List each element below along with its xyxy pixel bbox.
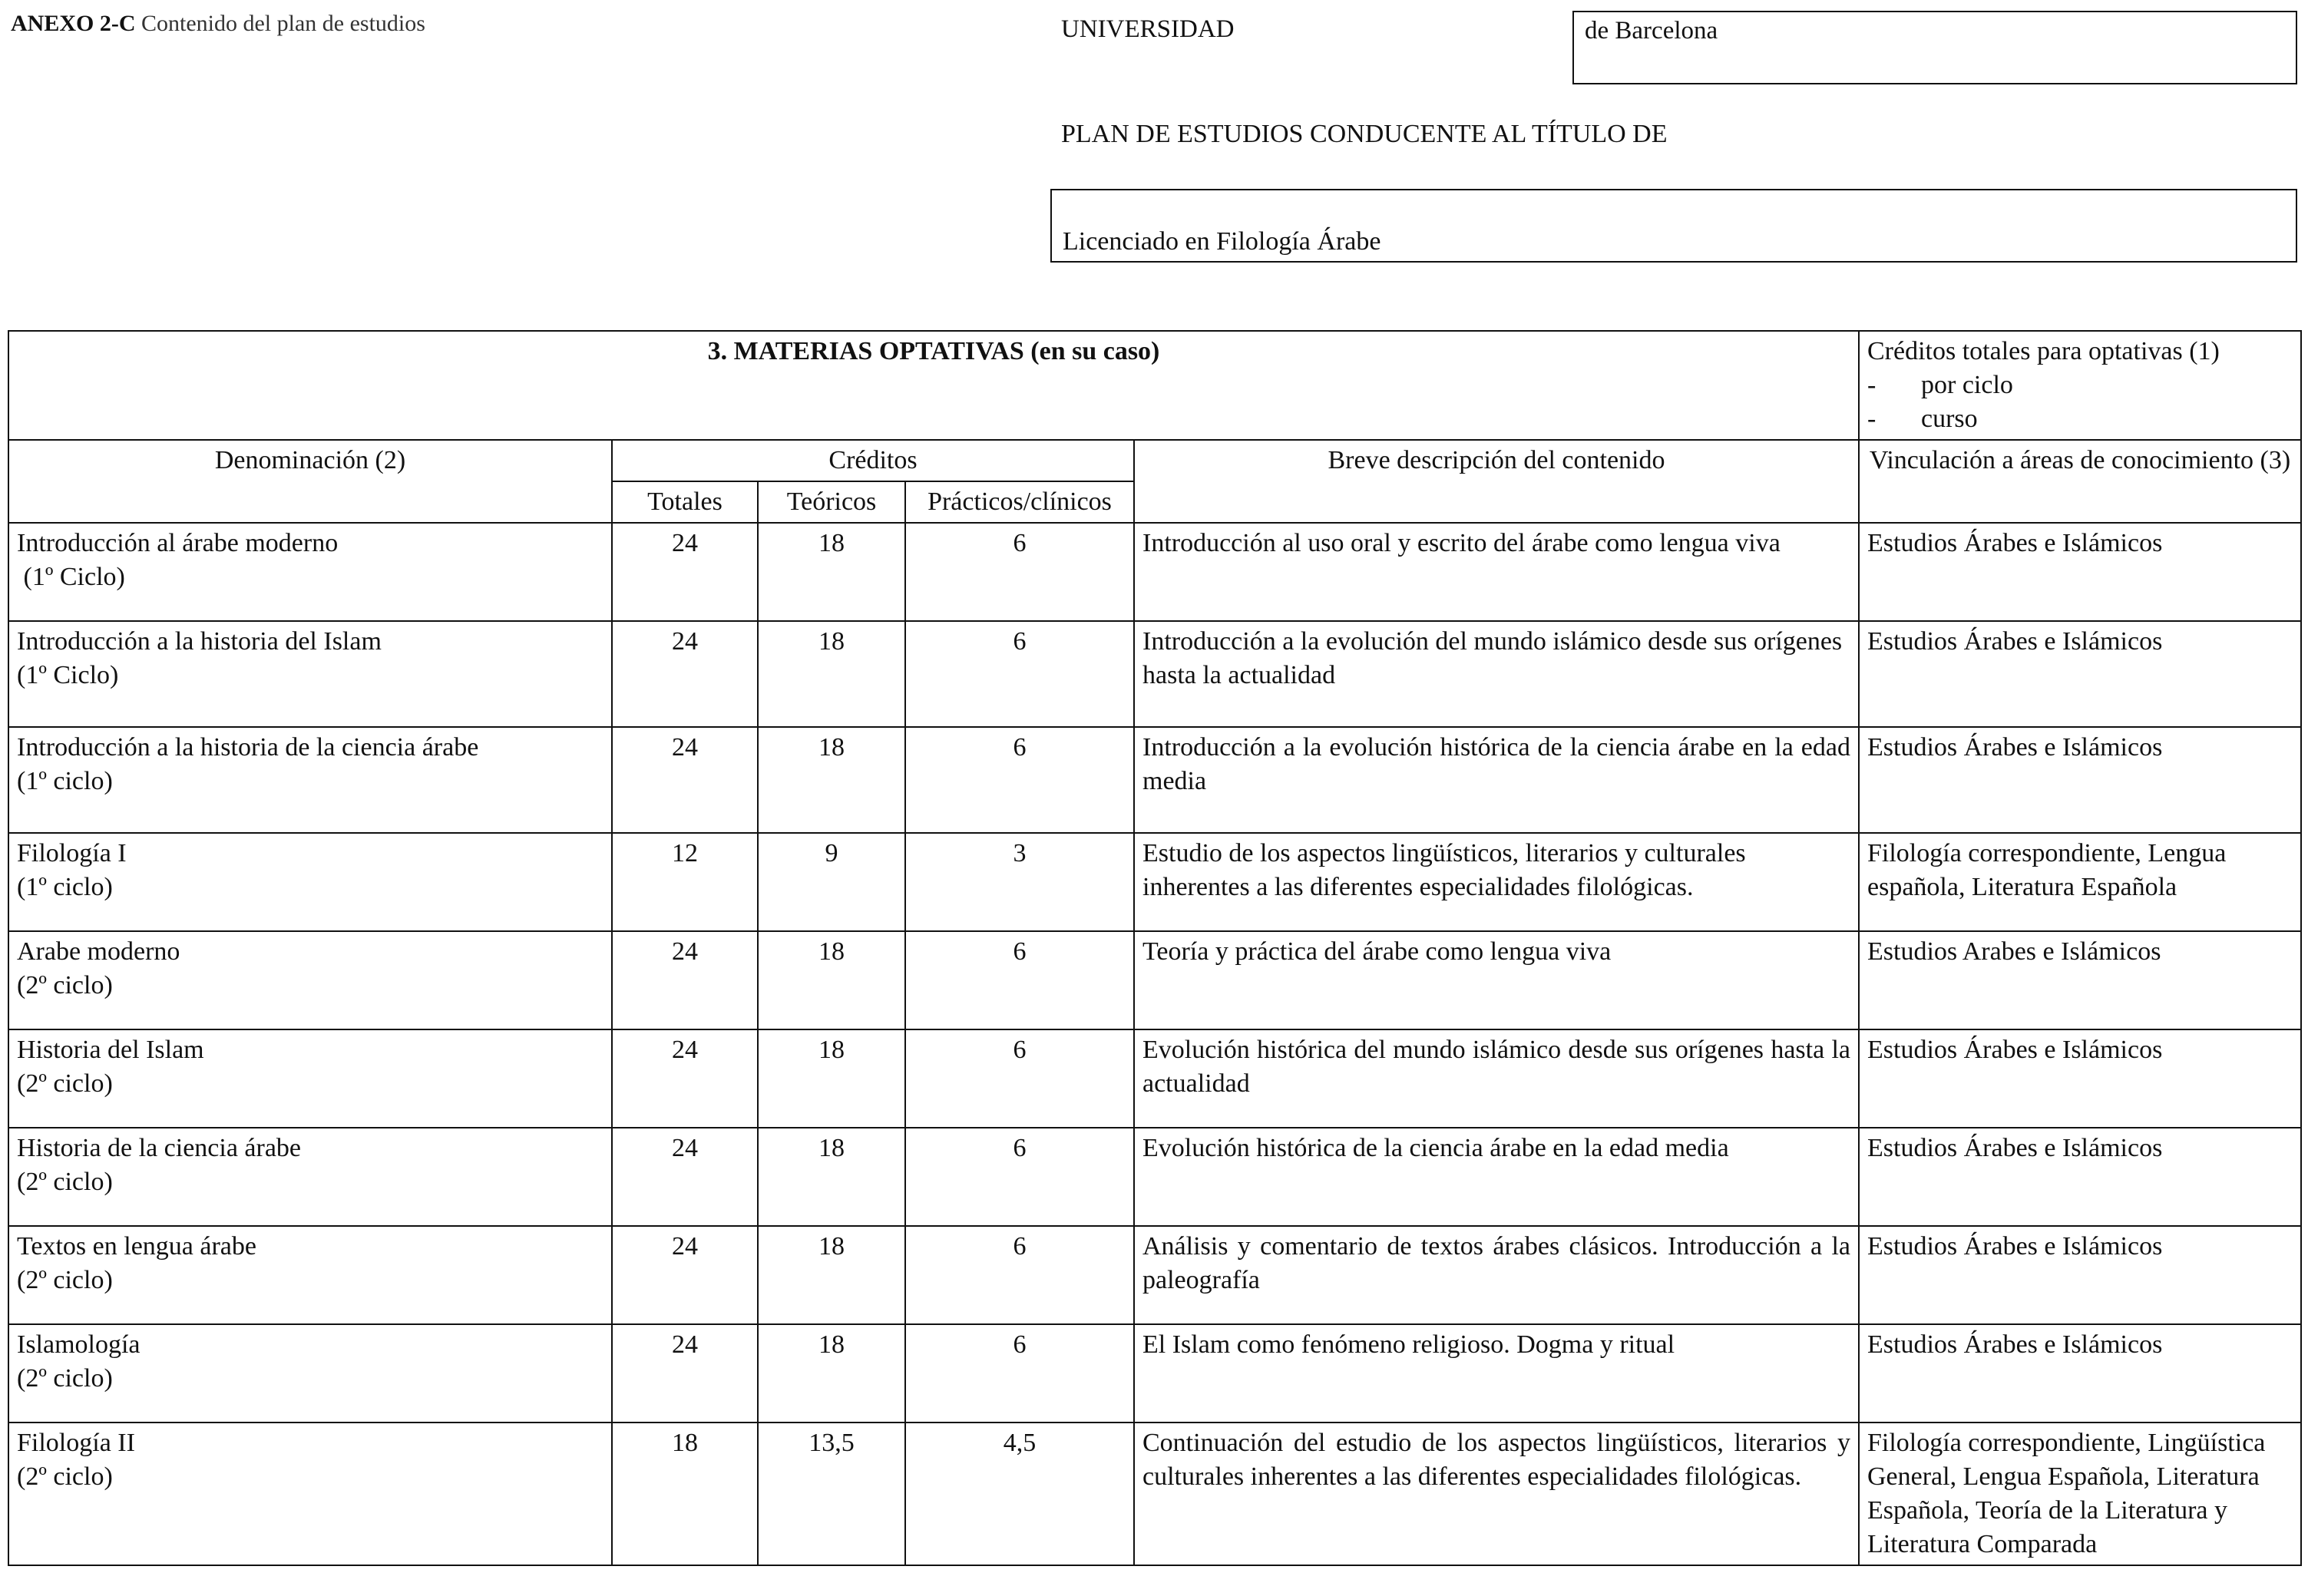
- subject-name: Historia de la ciencia árabe: [17, 1134, 302, 1162]
- subject-name: Introducción a la historia del Islam: [17, 627, 382, 656]
- subject-cycle: (2º ciclo): [17, 1364, 113, 1393]
- credits-practice: 4,5: [905, 1423, 1134, 1565]
- credits-total: 24: [612, 1128, 758, 1226]
- subject-cell: [8, 1324, 612, 1423]
- credits-practice: 3: [905, 833, 1134, 931]
- credits-options-list: [1867, 368, 2293, 436]
- credits-theory: 13,5: [758, 1423, 905, 1565]
- knowledge-area: Estudios Árabes e Islámicos: [1859, 1029, 2301, 1128]
- credits-practice: 6: [905, 931, 1134, 1029]
- total-credits-title: Créditos totales para optativas (1): [1867, 337, 2220, 365]
- col-header-denominacion: Denominación (2): [8, 440, 612, 523]
- subject-cycle: (1º ciclo): [17, 767, 113, 795]
- credits-practice: 6: [905, 621, 1134, 727]
- subject-cycle: (2º ciclo): [17, 1168, 113, 1196]
- table-row: [8, 931, 2301, 1029]
- subject-cycle: (2º ciclo): [17, 1266, 113, 1294]
- subject-cycle: (1º ciclo): [17, 873, 113, 901]
- subject-cycle: (1º Ciclo): [17, 563, 125, 591]
- subject-cell: [8, 1226, 612, 1324]
- credits-practice: 6: [905, 1226, 1134, 1324]
- knowledge-area: Estudios Arabes e Islámicos: [1859, 931, 2301, 1029]
- credits-theory: 18: [758, 727, 905, 833]
- col-header-practicos: Prácticos/clínicos: [905, 481, 1134, 523]
- subject-name: Arabe moderno: [17, 937, 180, 966]
- subject-description: Evolución histórica de la ciencia árabe en la edad media: [1134, 1128, 1859, 1226]
- table-row: [8, 1423, 2301, 1565]
- subject-name: Filología II: [17, 1429, 135, 1457]
- credits-theory: 18: [758, 523, 905, 621]
- credits-theory: 9: [758, 833, 905, 931]
- table-row: [8, 621, 2301, 727]
- table-row: [8, 523, 2301, 621]
- credits-total: 24: [612, 523, 758, 621]
- credits-total: 24: [612, 1324, 758, 1423]
- list-item: - curso: [1867, 402, 2293, 436]
- subject-description: Análisis y comentario de textos árabes clásicos. Introducción a la paleografía: [1134, 1226, 1859, 1324]
- credits-practice: 6: [905, 523, 1134, 621]
- subject-cell: [8, 1128, 612, 1226]
- subject-description: El Islam como fenómeno religioso. Dogma y ritual: [1134, 1324, 1859, 1423]
- section-title: 3. MATERIAS OPTATIVAS (en su caso): [8, 331, 1859, 440]
- subject-description: Estudio de los aspectos lingüísticos, literarios y culturales inherentes a las diferentes especialidades filológicas.: [1134, 833, 1859, 931]
- subject-cycle: (2º ciclo): [17, 971, 113, 1000]
- credits-practice: 6: [905, 727, 1134, 833]
- knowledge-area: Filología correspondiente, Lingüística General, Lengua Española, Literatura Española, Teoría de la Literatura y Literatura Comparada: [1859, 1423, 2301, 1565]
- col-header-vinculacion: Vinculación a áreas de conocimiento (3): [1859, 440, 2301, 523]
- annex-description: Contenido del plan de estudios: [141, 11, 425, 36]
- table-row: [8, 833, 2301, 931]
- table-row: [8, 1226, 2301, 1324]
- university-label: UNIVERSIDAD: [1061, 15, 1235, 43]
- subject-cell: [8, 833, 612, 931]
- subject-name: Historia del Islam: [17, 1036, 204, 1064]
- optional-subjects-table: [8, 330, 2302, 1566]
- university-field: [1572, 11, 2297, 84]
- plan-label: PLAN DE ESTUDIOS CONDUCENTE AL TÍTULO DE: [1061, 120, 1668, 148]
- credits-practice: 6: [905, 1029, 1134, 1128]
- column-header-row: [8, 440, 2301, 481]
- subject-description: Evolución histórica del mundo islámico desde sus orígenes hasta la actualidad: [1134, 1029, 1859, 1128]
- subject-description: Introducción a la evolución histórica de la ciencia árabe en la edad media: [1134, 727, 1859, 833]
- subject-name: Introducción al árabe moderno: [17, 529, 339, 557]
- table-row: [8, 727, 2301, 833]
- credits-theory: 18: [758, 621, 905, 727]
- subject-name: Islamología: [17, 1330, 141, 1359]
- table-row: [8, 1029, 2301, 1128]
- subject-cycle: (2º ciclo): [17, 1069, 113, 1098]
- credits-theory: 18: [758, 1128, 905, 1226]
- knowledge-area: Estudios Árabes e Islámicos: [1859, 1226, 2301, 1324]
- knowledge-area: Filología correspondiente, Lengua española, Literatura Española: [1859, 833, 2301, 931]
- subject-name: Filología I: [17, 839, 127, 867]
- subject-description: Introducción al uso oral y escrito del árabe como lengua viva: [1134, 523, 1859, 621]
- credits-total: 18: [612, 1423, 758, 1565]
- section-header-row: [8, 331, 2301, 440]
- credits-option: por ciclo: [1921, 371, 2013, 399]
- knowledge-area: Estudios Árabes e Islámicos: [1859, 523, 2301, 621]
- credits-practice: 6: [905, 1128, 1134, 1226]
- credits-total: 24: [612, 1029, 758, 1128]
- credits-total: 24: [612, 621, 758, 727]
- subject-name: Introducción a la historia de la ciencia árabe: [17, 733, 479, 762]
- university-value: de Barcelona: [1585, 17, 1718, 45]
- subject-cell: [8, 1029, 612, 1128]
- credits-option: curso: [1921, 405, 1978, 433]
- subject-cell: [8, 621, 612, 727]
- subject-cycle: (1º Ciclo): [17, 661, 119, 689]
- knowledge-area: Estudios Árabes e Islámicos: [1859, 1128, 2301, 1226]
- subject-description: Teoría y práctica del árabe como lengua viva: [1134, 931, 1859, 1029]
- knowledge-area: Estudios Árabes e Islámicos: [1859, 1324, 2301, 1423]
- col-header-totales: Totales: [612, 481, 758, 523]
- col-header-teoricos: Teóricos: [758, 481, 905, 523]
- credits-total: 24: [612, 931, 758, 1029]
- table-row: [8, 1128, 2301, 1226]
- annex-code: ANEXO 2-C: [11, 11, 136, 36]
- col-header-descripcion: Breve descripción del contenido: [1134, 440, 1859, 523]
- knowledge-area: Estudios Árabes e Islámicos: [1859, 621, 2301, 727]
- subject-cell: [8, 727, 612, 833]
- credits-theory: 18: [758, 1029, 905, 1128]
- credits-theory: 18: [758, 931, 905, 1029]
- table-row: [8, 1324, 2301, 1423]
- col-header-creditos: Créditos: [612, 440, 1134, 481]
- annex-label: [11, 11, 425, 37]
- subject-cell: [8, 1423, 612, 1565]
- credits-total: 24: [612, 1226, 758, 1324]
- knowledge-area: Estudios Árabes e Islámicos: [1859, 727, 2301, 833]
- credits-practice: 6: [905, 1324, 1134, 1423]
- credits-theory: 18: [758, 1324, 905, 1423]
- credits-total: 24: [612, 727, 758, 833]
- subject-cycle: (2º ciclo): [17, 1462, 113, 1491]
- degree-field: [1050, 189, 2297, 263]
- subject-description: Introducción a la evolución del mundo islámico desde sus orígenes hasta la actualidad: [1134, 621, 1859, 727]
- credits-total: 12: [612, 833, 758, 931]
- list-item: - por ciclo: [1867, 368, 2293, 402]
- subject-cell: [8, 931, 612, 1029]
- degree-value: Licenciado en Filología Árabe: [1063, 227, 1381, 256]
- subject-cell: [8, 523, 612, 621]
- subject-name: Textos en lengua árabe: [17, 1232, 256, 1261]
- subject-description: Continuación del estudio de los aspectos lingüísticos, literarios y culturales inherentes a las diferentes especialidades filológicas.: [1134, 1423, 1859, 1565]
- credits-theory: 18: [758, 1226, 905, 1324]
- total-credits-cell: [1859, 331, 2301, 440]
